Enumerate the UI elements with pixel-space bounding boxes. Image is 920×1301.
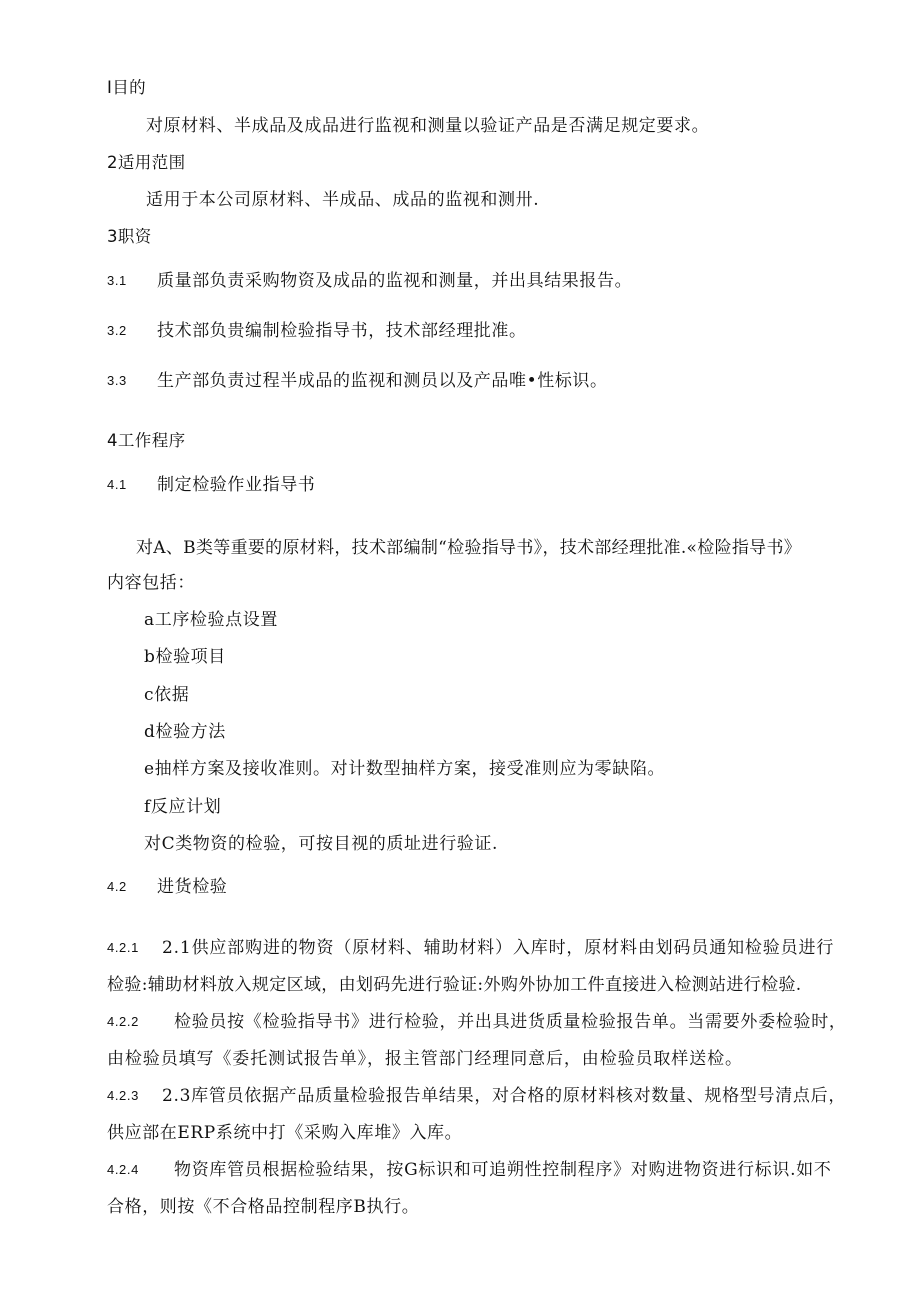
item-number: 3.2: [107, 323, 127, 338]
item-text-line1: 检验员按《检验指导书》进行检验，并出具进货质量检验报告单。当需要外委检验时，: [174, 1012, 847, 1032]
item-number: 4.2.4: [107, 1162, 139, 1177]
item-text-line1: 2.3库管员依据产品质量检验报告单结果，对合格的原材料核对数量、规格型号清点后，: [162, 1086, 847, 1106]
section-1-body: 对原材料、半成品及成品进行监视和测量以验证产品是否满足规定要求。: [146, 116, 710, 136]
item-number: 4.2.2: [107, 1014, 139, 1029]
item-number: 4.2.3: [107, 1088, 139, 1103]
section-2-body: 适用于本公司原材料、半成品、成品的监视和测卅.: [146, 190, 540, 210]
item-text: 质量部负责采购物资及成品的监视和测量，并出具结果报告。: [157, 271, 633, 291]
item-text-line1: 2.1供应部购进的物资（原材料、辅助材料）入库时，原材料由划码员通知检验员进行: [162, 938, 835, 958]
item-number: 4.2: [107, 879, 127, 894]
item-text: 技术部负贵编制检验指导书，技术部经理批准。: [157, 321, 527, 341]
item-text-line2: 供应部在ERP系统中打《采购入库堆》入库。: [107, 1123, 463, 1143]
intro-line-2: 内容包括：: [107, 573, 195, 593]
section-3-title: 3职资: [107, 227, 152, 246]
item-number: 3.1: [107, 273, 127, 288]
item-number: 4.2.1: [107, 940, 139, 955]
section-2-title: 2适用范围: [107, 153, 186, 172]
section-4-title: 4工作程序: [107, 431, 186, 450]
list-item: e抽样方案及接收准则。对计数型抽样方案，接受准则应为零缺陷。: [144, 759, 666, 779]
list-item: a工序检验点设置: [144, 610, 278, 630]
item-number: 4.1: [107, 477, 127, 492]
item-text-line2: 合格，则按《不合格品控制程序B执行。: [107, 1197, 420, 1217]
item-text-line1: 物资库管员根据检验结果，按G标识和可追朔性控制程序》对购进物资进行标识.如不: [174, 1160, 832, 1180]
list-item: f反应计划: [144, 797, 222, 817]
item-text: 生产部负责过程半成品的监视和测员以及产品唯•性标识。: [157, 371, 608, 391]
list-item: b检验项目: [144, 647, 226, 667]
item-text-line2: 检验:辅助材料放入规定区域，由划码先进行验证:外购外协加工件直接进入检测站进行检验.: [107, 975, 802, 995]
section-1-title: I目的: [107, 78, 147, 97]
c-class-note: 对C类物资的检验，可按目视的质址进行验证.: [144, 834, 499, 854]
subsection-title: 进货检验: [157, 877, 228, 897]
item-text-line2: 由检验员填写《委托测试报告单》，报主管部门经理同意后，由检验员取样送检。: [107, 1049, 743, 1069]
intro-line-1: 对A、B类等重要的原材料，技术部编制“检验指导书》，技术部经理批准.«检险指导书》: [136, 538, 802, 558]
subsection-title: 制定检验作业指导书: [157, 475, 316, 495]
item-number: 3.3: [107, 373, 127, 388]
list-item: c依据: [144, 685, 190, 705]
list-item: d检验方法: [144, 722, 226, 742]
